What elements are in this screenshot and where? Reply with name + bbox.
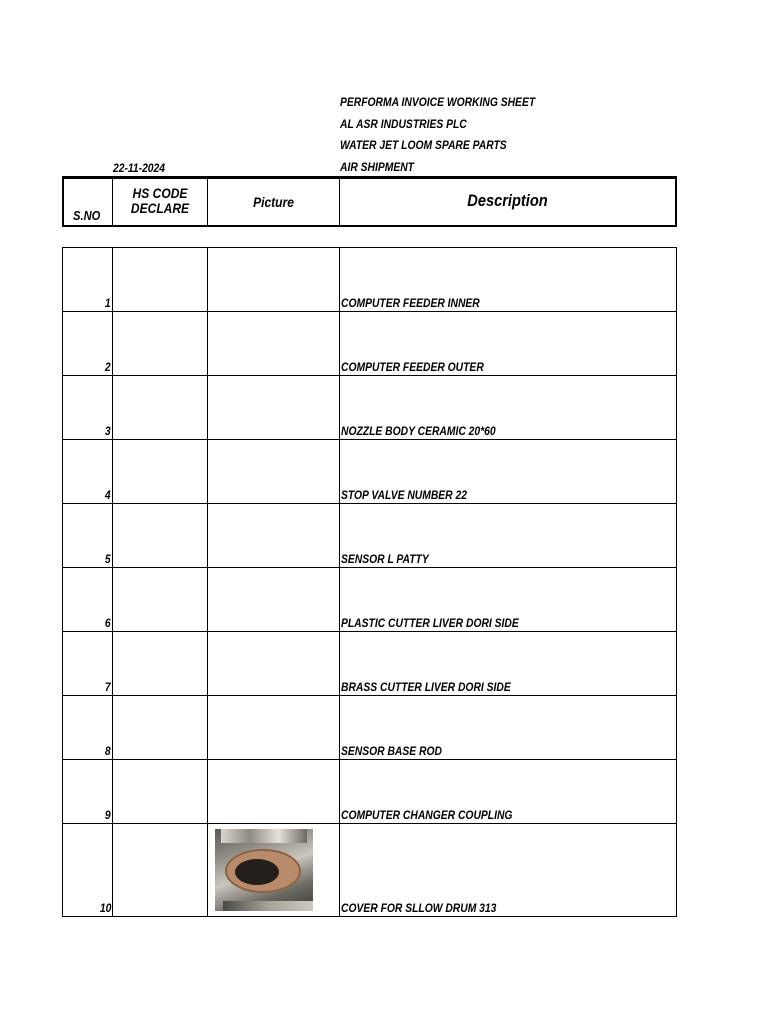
- picture-cell: [208, 824, 340, 916]
- picture-cell: [208, 248, 340, 311]
- description-value: BRASS CUTTER LIVER DORI SIDE: [341, 680, 511, 694]
- sno-value: 3: [105, 424, 111, 438]
- sno-cell: [63, 376, 113, 439]
- column-header-picture-label: Picture: [253, 194, 294, 210]
- column-header-hs-code: [113, 179, 208, 225]
- photo-background-bottom: [223, 901, 313, 911]
- sno-value: 7: [105, 680, 111, 694]
- hs-code-cell: [113, 312, 208, 375]
- sno-cell: [63, 696, 113, 759]
- sno-value: 10: [99, 901, 111, 915]
- table-row: [63, 568, 676, 632]
- description-value: COMPUTER FEEDER INNER: [341, 296, 480, 310]
- table-row: [63, 696, 676, 760]
- table-row: [63, 440, 676, 504]
- column-header-sno-label: S.NO: [73, 208, 101, 223]
- description-cell: [340, 568, 676, 631]
- picture-cell: [208, 760, 340, 823]
- description-cell: [340, 696, 676, 759]
- sno-cell: [63, 504, 113, 567]
- product-category: WATER JET LOOM SPARE PARTS: [340, 138, 507, 152]
- photo-background-top: [221, 829, 307, 843]
- company-name: AL ASR INDUSTRIES PLC: [340, 117, 467, 131]
- table-row: [63, 760, 676, 824]
- hs-code-cell: [113, 568, 208, 631]
- description-cell: [340, 248, 676, 311]
- sno-cell: [63, 440, 113, 503]
- column-header-sno: [64, 179, 113, 225]
- sno-value: 8: [105, 744, 111, 758]
- sheet-date: 22-11-2024: [113, 161, 166, 175]
- table-row: [63, 504, 676, 568]
- column-header-description: [340, 179, 675, 225]
- sno-cell: [63, 632, 113, 695]
- picture-cell: [208, 440, 340, 503]
- items-table: [62, 247, 677, 917]
- column-header: [62, 176, 677, 227]
- description-value: STOP VALVE NUMBER 22: [341, 488, 467, 502]
- table-row: [63, 376, 676, 440]
- hs-code-cell: [113, 632, 208, 695]
- picture-cell: [208, 568, 340, 631]
- sheet-title: PERFORMA INVOICE WORKING SHEET: [340, 95, 536, 109]
- description-cell: [340, 312, 676, 375]
- shipment-type: AIR SHIPMENT: [340, 160, 414, 174]
- sno-cell: [63, 824, 113, 916]
- description-value: COMPUTER FEEDER OUTER: [341, 360, 484, 374]
- column-header-hs-code-label: [120, 186, 201, 216]
- hs-code-cell: [113, 696, 208, 759]
- column-header-picture: [208, 179, 340, 225]
- description-value: PLASTIC CUTTER LIVER DORI SIDE: [341, 616, 519, 630]
- sno-value: 5: [105, 552, 111, 566]
- sno-value: 2: [105, 360, 111, 374]
- sno-cell: [63, 568, 113, 631]
- hs-code-cell: [113, 824, 208, 916]
- hs-code-cell: [113, 504, 208, 567]
- description-value: SENSOR BASE ROD: [341, 744, 442, 758]
- table-row: [63, 824, 676, 916]
- hs-code-cell: [113, 248, 208, 311]
- description-value: NOZZLE BODY CERAMIC 20*60: [341, 424, 496, 438]
- table-row: [63, 632, 676, 696]
- picture-cell: [208, 312, 340, 375]
- sno-value: 6: [105, 616, 111, 630]
- table-row: [63, 312, 676, 376]
- picture-cell: [208, 632, 340, 695]
- description-value: COMPUTER CHANGER COUPLING: [341, 808, 513, 822]
- hs-code-label-text: HS CODE DECLARE: [130, 185, 190, 216]
- hs-code-cell: [113, 440, 208, 503]
- description-cell: [340, 824, 676, 916]
- description-value: COVER FOR SLLOW DRUM 313: [341, 901, 497, 915]
- hs-code-cell: [113, 376, 208, 439]
- sno-value: 1: [105, 296, 111, 310]
- description-cell: [340, 760, 676, 823]
- drum-cover-hole: [235, 859, 279, 885]
- description-cell: [340, 504, 676, 567]
- hs-code-cell: [113, 760, 208, 823]
- picture-cell: [208, 376, 340, 439]
- table-row: [63, 248, 676, 312]
- sno-cell: [63, 248, 113, 311]
- sno-cell: [63, 760, 113, 823]
- sno-value: 4: [105, 488, 111, 502]
- picture-cell: [208, 696, 340, 759]
- drum-cover-photo: [215, 829, 313, 911]
- column-header-description-label: Description: [467, 191, 548, 210]
- description-cell: [340, 632, 676, 695]
- description-value: SENSOR L PATTY: [341, 552, 429, 566]
- description-cell: [340, 440, 676, 503]
- sno-cell: [63, 312, 113, 375]
- sno-value: 9: [105, 808, 111, 822]
- picture-cell: [208, 504, 340, 567]
- description-cell: [340, 376, 676, 439]
